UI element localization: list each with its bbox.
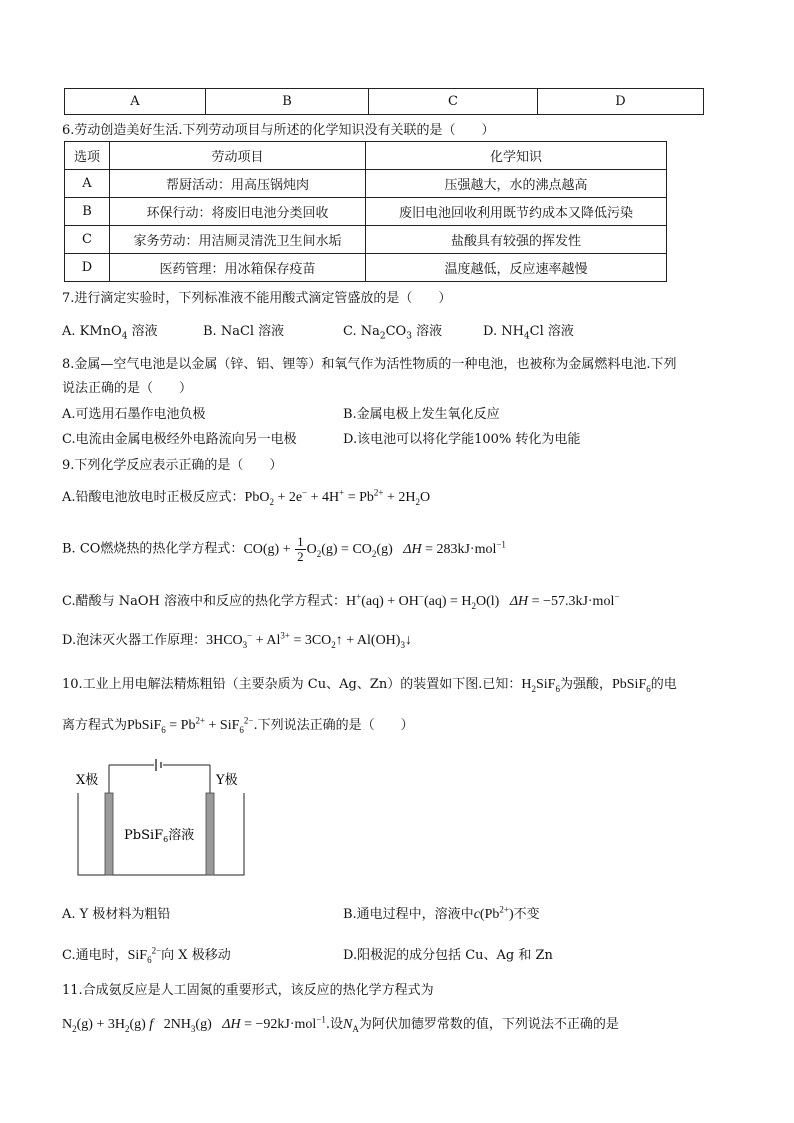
q7-option-d: D. $NH_4Cl$ 溶液 — [483, 324, 574, 342]
q6-row-c-knowledge: 盐酸具有较强的挥发性 — [366, 226, 667, 254]
q6-header-option: 选项 — [65, 142, 110, 170]
q9-equation-a: $PbO_2 + 2e^- + 4H^+ = Pb^{2+} + 2H_2O$ — [244, 487, 431, 507]
q7-option-c: C. $Na_2CO_3$ 溶液 — [343, 324, 443, 342]
q6-row-b-knowledge: 废旧电池回收利用既节约成本又降低污染 — [366, 198, 667, 226]
y-electrode-label: Y极 — [216, 773, 238, 788]
q6-row-a-item: 帮厨活动：用高压锅炖肉 — [110, 170, 366, 198]
q6-header-item: 劳动项目 — [110, 142, 366, 170]
q9-option-a: A.铅酸电池放电时正极反应式：$PbO_2 + 2e^- + 4H^+ = Pb^{2+} + 2H_2O$ — [62, 487, 431, 507]
q8-option-d: D.该电池可以将化学能100% 转化为电能 — [343, 432, 581, 447]
answer-table — [64, 88, 704, 115]
q10-option-d: D.阳极泥的成分包括 Cu、Ag 和 Zn — [343, 948, 553, 963]
electrolysis-diagram — [72, 755, 262, 880]
q6-row-b-option: B — [65, 198, 110, 226]
q9-equation-d: $3HCO_3^- + Al^{3+}$ = $3CO_2↑$ + $Al(OH)_3↓$ — [206, 630, 412, 650]
q8-option-c: C.电流由金属电极经外电路流向另一电极 — [62, 432, 297, 447]
q9-option-d: D.泡沫灭火器工作原理：$3HCO_3^- + Al^{3+}$ = $3CO_2↑$ + $Al(OH)_3↓$ — [62, 630, 412, 650]
q9-equation-b: CO(g) + $\frac{1}{2}$ $O_2(g) = CO_2(g) \Delta H = 283kJ\cdot mol^{-1}$ — [243, 534, 506, 564]
q9-option-b: B. CO燃烧热的热化学方程式：CO(g) + $\frac{1}{2}$ $O_2(g) = CO_2(g) \Delta H = 283kJ\cdot mol^{-1}$ — [62, 534, 506, 564]
solution-label: PbSiF$_6$溶液 — [124, 828, 195, 844]
q6-row-d-knowledge: 温度越低，反应速率越慢 — [366, 254, 667, 282]
q9-option-c: C.醋酸与 NaOH 溶液中和反应的热化学方程式：$H^+(aq) + OH^-(aq) = H_2O(l) \Delta H = -57.3kJ\cdot mol^-$ — [62, 591, 620, 611]
q6-row-a-knowledge: 压强越大，水的沸点越高 — [366, 170, 667, 198]
q10-option-b: B.通电过程中，溶液中$c(Pb^{2+})$不变 — [343, 904, 540, 922]
q6-row-d-option: D — [65, 254, 110, 282]
q6-header-knowledge: 化学知识 — [366, 142, 667, 170]
q10-stem-line2: 离方程式为PbSiF$_6$ = $Pb^{2+} + SiF_6^{2-}$.下列说法正确的是（ ） — [62, 715, 414, 735]
q8-option-b: B.金属电极上发生氧化反应 — [343, 407, 500, 422]
q8-option-a: A.可选用石墨作电池负极 — [62, 407, 206, 422]
q7-option-a: A. KMnO$_4$ 溶液 — [62, 324, 158, 342]
answer-header-a: A — [65, 89, 206, 115]
answer-header-c: C — [369, 89, 538, 115]
q8-stem-line1: 8.金属—空气电池是以金属（锌、铝、锂等）和氧气作为活性物质的一种电池，也被称为金属燃料电池.下列 — [62, 357, 677, 372]
q6-stem: 6.劳动创造美好生活.下列劳动项目与所述的化学知识没有关联的是（ ） — [62, 123, 495, 138]
q9-equation-c: $H^+(aq) + OH^-(aq) = H_2O(l) \Delta H = -57.3kJ\cdot mol^-$ — [346, 591, 620, 611]
q6-row-b-item: 环保行动：将废旧电池分类回收 — [110, 198, 366, 226]
y-electrode — [206, 793, 214, 875]
q6-table — [64, 141, 667, 282]
q9-stem: 9.下列化学反应表示正确的是（ ） — [62, 458, 283, 473]
q6-row-d-item: 医药管理：用冰箱保存疫苗 — [110, 254, 366, 282]
x-electrode — [105, 793, 113, 875]
q8-stem-line2: 说法正确的是（ ） — [62, 381, 193, 396]
q7-option-b: B. NaCl 溶液 — [203, 324, 285, 339]
q11-equation-line: $N_2(g) + 3H_2(g)$ f $2NH_3(g) \Delta H = -92kJ\cdot mol^{-1}$.设$N_A$为阿伏加德罗常数的值，下列说法不正确的是 — [62, 1014, 619, 1034]
q6-row-c-option: C — [65, 226, 110, 254]
q11-equation: $N_2(g) + 3H_2(g)$ f $2NH_3(g) \Delta H = -92kJ\cdot mol^{-1}$ — [62, 1014, 326, 1034]
q10-stem-line1: 10.工业上用电解法精炼粗铅（主要杂质为 Cu、Ag、Zn）的装置如下图.已知：$H_2SiF_6$为强酸，PbSiF$_6$的电 — [62, 677, 677, 694]
q10-option-c: C.通电时，SiF$_6^{2-}$向 X 极移动 — [62, 945, 231, 965]
q11-stem: 11.合成氨反应是人工固氮的重要形式，该反应的热化学方程式为 — [62, 983, 434, 998]
q10-option-a: A. Y 极材料为粗铅 — [62, 907, 171, 922]
q7-stem: 7.进行滴定实验时，下列标准液不能用酸式滴定管盛放的是（ ） — [62, 291, 452, 306]
answer-header-b: B — [206, 89, 369, 115]
answer-header-d: D — [538, 89, 704, 115]
x-electrode-label: X极 — [76, 773, 99, 788]
q6-row-c-item: 家务劳动：用洁厕灵清洗卫生间水垢 — [110, 226, 366, 254]
q6-row-a-option: A — [65, 170, 110, 198]
